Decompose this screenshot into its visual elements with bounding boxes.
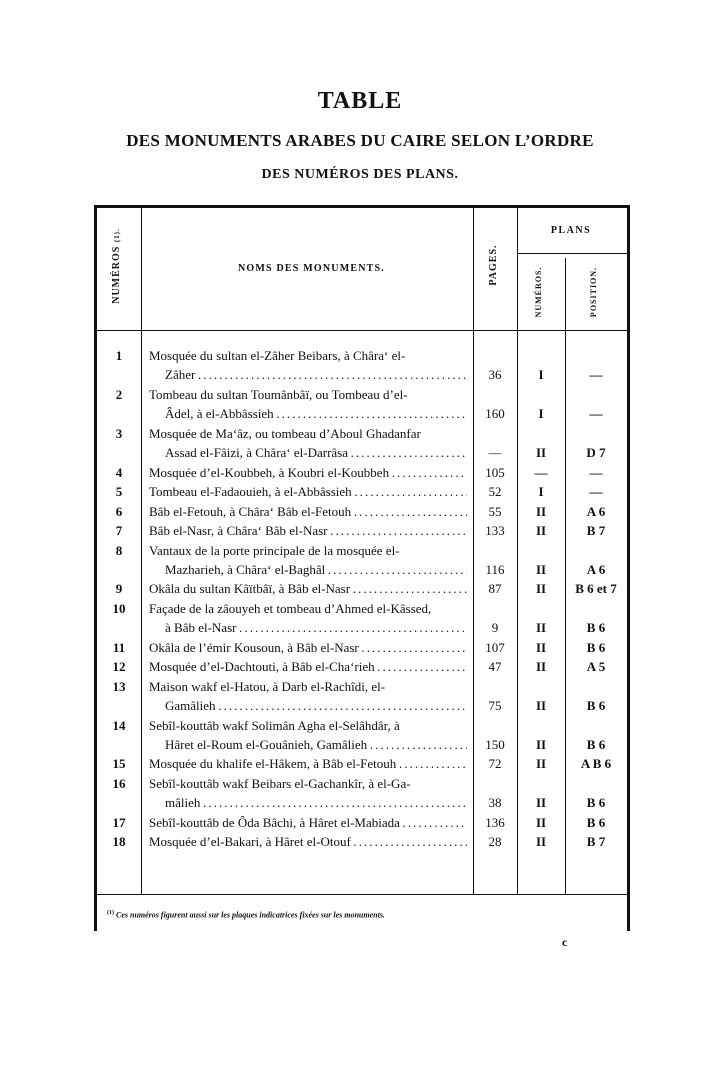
row-page: 28 xyxy=(488,834,502,850)
monument-name: Maison wakf el-Hatou, à Darb el-Rachîdi, el- xyxy=(149,678,386,694)
row-page: 136 xyxy=(485,814,505,830)
row-plan-number: II xyxy=(535,445,547,461)
header-plans-position: POSITION. xyxy=(589,266,598,318)
monument-name: Mosquée d’el-Koubbeh, à Koubri el-Koubbeh . . . xyxy=(149,463,467,482)
table-row xyxy=(97,754,627,773)
page-subtitle: DES MONUMENTS ARABES DU CAIRE SELON L’ORDRE xyxy=(126,131,594,150)
footnote: $^{(1)}$ Ces numéros figurent aussi sur les plaques indicatrices fixées sur les monuments. xyxy=(107,910,385,920)
row-plan-number: II xyxy=(535,659,547,675)
row-number: 12 xyxy=(112,659,126,675)
table-row xyxy=(97,599,627,618)
row-number: 5 xyxy=(115,484,123,500)
monuments-table xyxy=(94,205,630,931)
row-page: 47 xyxy=(488,659,502,675)
monument-name: Sebîl-kouttâb wakf Solimân Agha el-Selâhdâr, à xyxy=(149,717,400,733)
monument-name: mâlieh . . . xyxy=(165,793,467,812)
monument-name: Zâher . . . xyxy=(165,365,467,384)
page-subtitle-secondary: DES NUMÉROS DES PLANS. xyxy=(261,167,459,182)
row-position: B 7 xyxy=(586,523,606,539)
row-page: 160 xyxy=(485,406,505,422)
table-row xyxy=(97,638,627,657)
monument-name: Mosquée d’el-Dachtouti, à Bâb el-Cha‘rieh . . . xyxy=(149,657,467,676)
table-row xyxy=(97,813,627,832)
monument-name: Mosquée d’el-Bakari, à Hâret el-Otouf . . . xyxy=(149,832,467,851)
monument-name: Vantaux de la porte principale de la mosquée el- xyxy=(149,542,400,558)
row-plan-number: II xyxy=(535,620,547,636)
row-plan-number: II xyxy=(535,834,547,850)
row-plan-number: II xyxy=(535,814,547,830)
row-page: 87 xyxy=(488,581,502,597)
row-plan-number: II xyxy=(535,737,547,752)
row-plan-number: I xyxy=(538,367,544,383)
table-row xyxy=(97,463,627,482)
row-number: 15 xyxy=(112,756,126,772)
table-row xyxy=(97,541,627,560)
row-number: 9 xyxy=(115,581,123,597)
row-page: 38 xyxy=(488,795,502,811)
table-row xyxy=(97,521,627,540)
table-row xyxy=(97,716,627,735)
table-row xyxy=(97,793,627,812)
table-row xyxy=(97,696,627,715)
monument-name: Mazharieh, à Châra‘ el-Baghâl . . . xyxy=(165,560,467,579)
table-row xyxy=(97,560,627,579)
header-noms: NOMS DES MONUMENTS. xyxy=(238,263,385,274)
row-plan-number: II xyxy=(535,795,547,811)
row-position: A 6 xyxy=(586,561,606,577)
row-position: B 6 et 7 xyxy=(575,581,617,597)
row-page: 107 xyxy=(485,639,505,655)
monument-name: Bâb el-Nasr, à Châra‘ Bâb el-Nasr . . . xyxy=(149,521,467,540)
row-number: 11 xyxy=(112,639,126,655)
footer-rule xyxy=(97,894,627,895)
table-row xyxy=(97,365,627,384)
table-row xyxy=(97,502,627,521)
row-number: 8 xyxy=(115,542,123,558)
row-number: 1 xyxy=(115,348,123,363)
row-position: B 6 xyxy=(586,698,606,714)
monument-name: Okâla du sultan Kâïtbâï, à Bâb el-Nasr . . . xyxy=(149,579,467,598)
row-plan-number: II xyxy=(535,523,547,539)
row-plan-number: II xyxy=(535,639,547,655)
row-number: 17 xyxy=(112,814,126,830)
table-row xyxy=(97,482,627,501)
row-position: A 6 xyxy=(586,503,606,519)
row-plan-number: I xyxy=(538,406,544,422)
row-page: — xyxy=(488,445,502,461)
row-page: 133 xyxy=(485,523,505,539)
row-position: A 5 xyxy=(586,659,606,675)
table-row xyxy=(97,579,627,598)
table-row xyxy=(97,346,627,365)
table-row xyxy=(97,424,627,443)
row-plan-number: I xyxy=(538,484,544,500)
row-page: 55 xyxy=(488,503,502,519)
monument-name: Sebîl-kouttâb wakf Beibars el-Gachankîr, à el-Ga- xyxy=(149,775,411,791)
table-row xyxy=(97,404,627,423)
row-number: 10 xyxy=(112,600,126,616)
row-plan-number: II xyxy=(535,698,547,714)
monument-name: à Bâb el-Nasr . . . xyxy=(165,618,467,637)
table-row xyxy=(97,443,627,462)
row-page: 52 xyxy=(488,484,502,500)
monument-name: Gamâlieh . . . xyxy=(165,696,467,715)
row-position: B 6 xyxy=(586,737,606,752)
row-plan-number: II xyxy=(535,561,547,577)
row-position: B 6 xyxy=(586,639,606,655)
header-numeros: NUMÉROS (1). xyxy=(111,228,122,304)
monument-name: Okâla de l’émir Kousoun, à Bâb el-Nasr . . . xyxy=(149,638,467,657)
monument-name: Mosquée du khalife el-Hâkem, à Bâb el-Fetouh . . . xyxy=(149,754,467,773)
row-number: 7 xyxy=(115,523,123,539)
row-plan-number: — xyxy=(534,464,548,480)
table-row xyxy=(97,735,627,754)
row-plan-number: II xyxy=(535,581,547,597)
row-plan-number: II xyxy=(535,756,547,772)
row-number: 13 xyxy=(112,678,126,694)
monument-name: Âdel, à el-Abbâssieh . . . xyxy=(165,404,467,423)
row-page: 72 xyxy=(488,756,502,772)
header-plans-numeros: NUMÉROS. xyxy=(534,266,543,318)
monument-name: Bâb el-Fetouh, à Châra‘ Bâb el-Fetouh . . . xyxy=(149,502,467,521)
row-number: 18 xyxy=(112,834,126,850)
table-row xyxy=(97,677,627,696)
row-number: 16 xyxy=(112,775,126,791)
row-position: B 6 xyxy=(586,620,606,636)
table-row xyxy=(97,774,627,793)
monument-name: Tombeau el-Fadaouieh, à el-Abbâssieh . . . xyxy=(149,482,467,501)
page-signature: c xyxy=(562,935,568,949)
monument-name: Mosquée de Ma‘âz, ou tombeau d’Aboul Ghadanfar xyxy=(149,425,421,441)
row-position: — xyxy=(589,406,603,422)
row-position: B 7 xyxy=(586,834,606,850)
monument-name: Façade de la zâouyeh et tombeau d’Ahmed el-Kâssed, xyxy=(149,600,432,616)
monument-name: Tombeau du sultan Toumânbâï, ou Tombeau d’el- xyxy=(149,386,408,402)
table-row xyxy=(97,385,627,404)
plans-rule xyxy=(517,253,627,254)
row-position: A B 6 xyxy=(580,756,612,772)
row-page: 36 xyxy=(488,367,502,383)
monument-name: Assad el-Fâizi, à Châra‘ el-Darrâsa . . . xyxy=(165,443,467,462)
row-number: 3 xyxy=(115,425,123,441)
row-page: 105 xyxy=(485,464,505,480)
row-position: — xyxy=(589,464,603,480)
row-plan-number: II xyxy=(535,503,547,519)
row-number: 14 xyxy=(112,717,126,733)
row-page: 9 xyxy=(491,620,499,636)
row-page: 150 xyxy=(485,737,505,752)
monument-name: Mosquée du sultan el-Zâher Beibars, à Châra‘ el- xyxy=(149,348,406,363)
monument-name: Sebîl-kouttâb de Ôda Bâchi, à Hâret el-Mabiada . . . xyxy=(149,813,467,832)
row-page: 75 xyxy=(488,698,502,714)
header-plans: PLANS xyxy=(550,225,592,236)
table-row xyxy=(97,618,627,637)
row-number: 2 xyxy=(115,386,123,402)
page-title: TABLE xyxy=(317,88,403,114)
row-position: B 6 xyxy=(586,795,606,811)
row-page: 116 xyxy=(485,561,505,577)
row-position: — xyxy=(589,367,603,383)
row-position: — xyxy=(589,484,603,500)
table-row xyxy=(97,657,627,676)
monument-name: Hâret el-Roum el-Gouânieh, Gamâlieh . . . xyxy=(165,735,467,754)
header-pages: PAGES. xyxy=(488,244,499,286)
row-position: D 7 xyxy=(586,445,606,461)
row-position: B 6 xyxy=(586,814,606,830)
table-row xyxy=(97,832,627,851)
header-rule xyxy=(97,330,627,331)
row-number: 4 xyxy=(115,464,123,480)
row-number: 6 xyxy=(115,503,123,519)
